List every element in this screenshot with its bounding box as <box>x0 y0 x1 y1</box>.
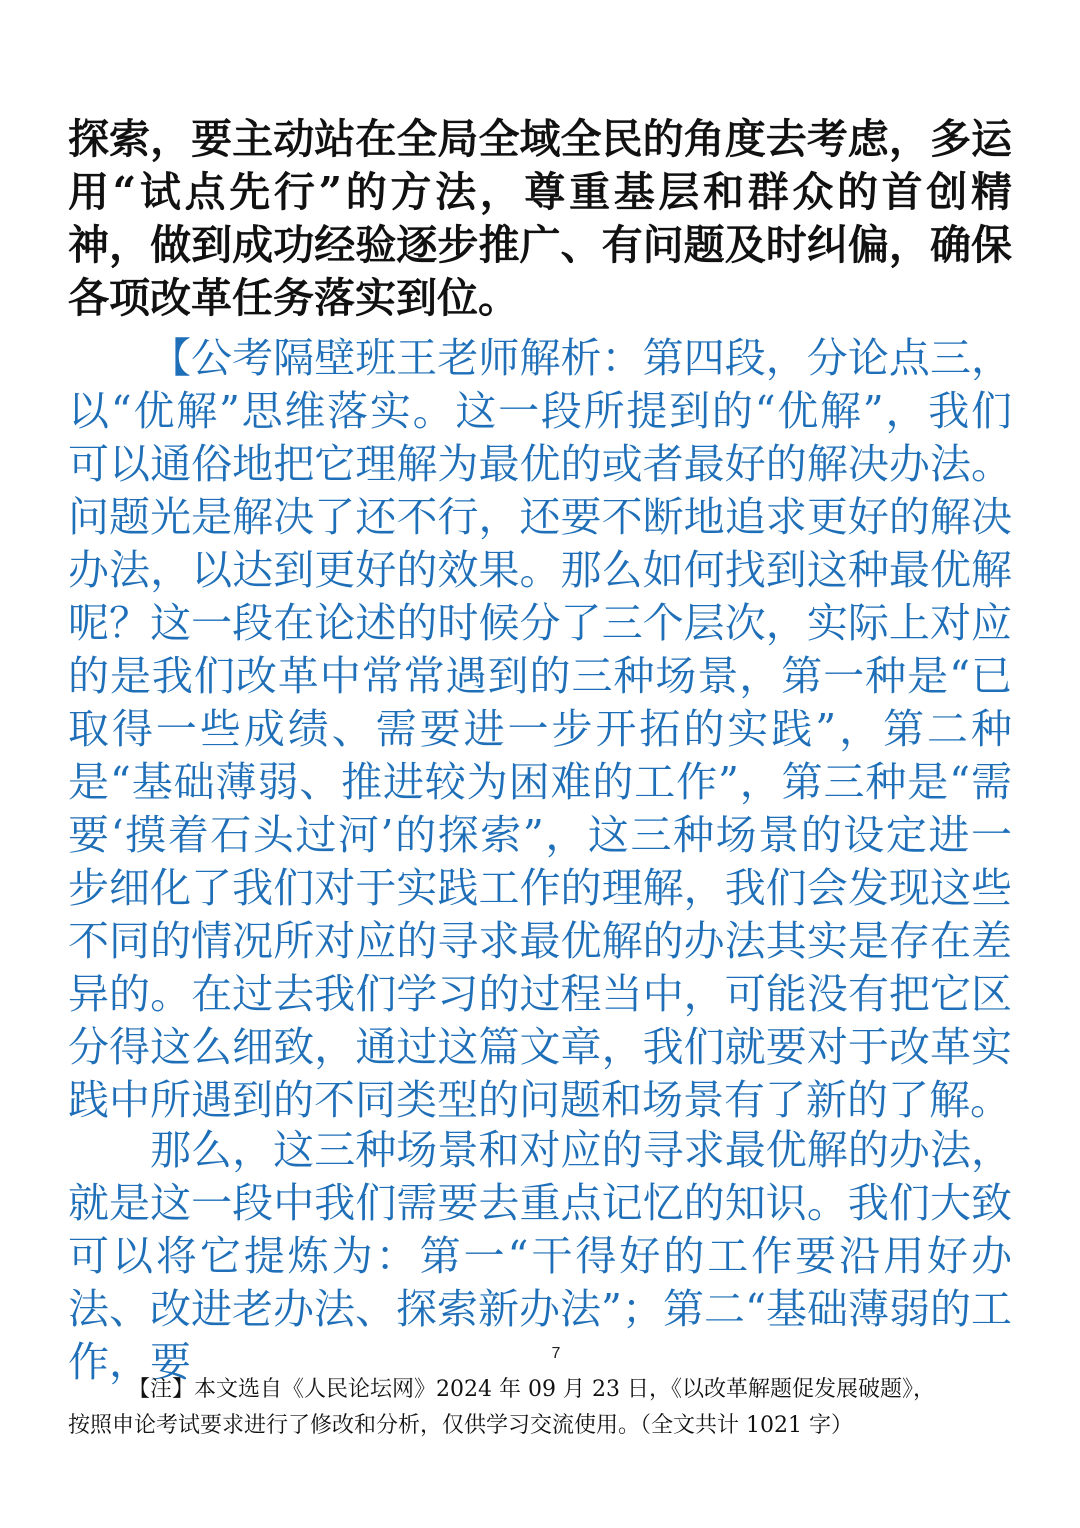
body-paragraph: 探索，要主动站在全局全域全民的角度去考虑，多运用“试点先行”的方法，尊重基层和群众的首创精神，做到成功经验逐步推广、有问题及时纠偏，确保各项改革任务落实到位。 <box>68 115 1012 322</box>
analysis-paragraph: 【公考隔壁班王老师解析：第四段，分论点三，以“优解”思维落实。这一段所提到的“优解”，我们可以通俗地把它理解为最优的或者最好的解决办法。问题光是解决了还不行，还要不断地追求更好的解决办法，以达到更好的效果。那么如何找到这种最优解呢？这一段在论述的时候分了三个层次，实际上对应的是我们改革中常常遇到的三种场景，第一种是“已取得一些成绩、需要进一步开拓的实践”，第二种是“基础薄弱、推进较为困难的工作”，第三种是“需要‘摸着石头过河’的探索”，这三种场景的设定进一步细化了我们对于实践工作的理解，我们会发现这些不同的情况所对应的寻求最优解的办法其实是存在差异的。在过去我们学习的过程当中，可能没有把它区分得这么细致，通过这篇文章，我们就要对于改革实践中所遇到的不同类型的问题和场景有了新的了解。 <box>68 334 1012 1124</box>
footer-note <box>68 1372 1012 1444</box>
page-number: 7 <box>551 1345 561 1362</box>
footer-note-line: 【注】本文选自《人民论坛网》2024 年 09 月 23 日，《以改革解题促发展破题》， <box>128 1377 935 1402</box>
summary-paragraph: 那么，这三种场景和对应的寻求最优解的办法，就是这一段中我们需要去重点记忆的知识。我们大致可以将它提炼为：第一“干得好的工作要沿用好办法、改进老办法、探索新办法”；第二“基础薄弱的工作，要 <box>68 1126 1012 1386</box>
footer-note-line: 按照申论考试要求进行了修改和分析，仅供学习交流使用。（全文共计 1021 字） <box>68 1413 853 1438</box>
